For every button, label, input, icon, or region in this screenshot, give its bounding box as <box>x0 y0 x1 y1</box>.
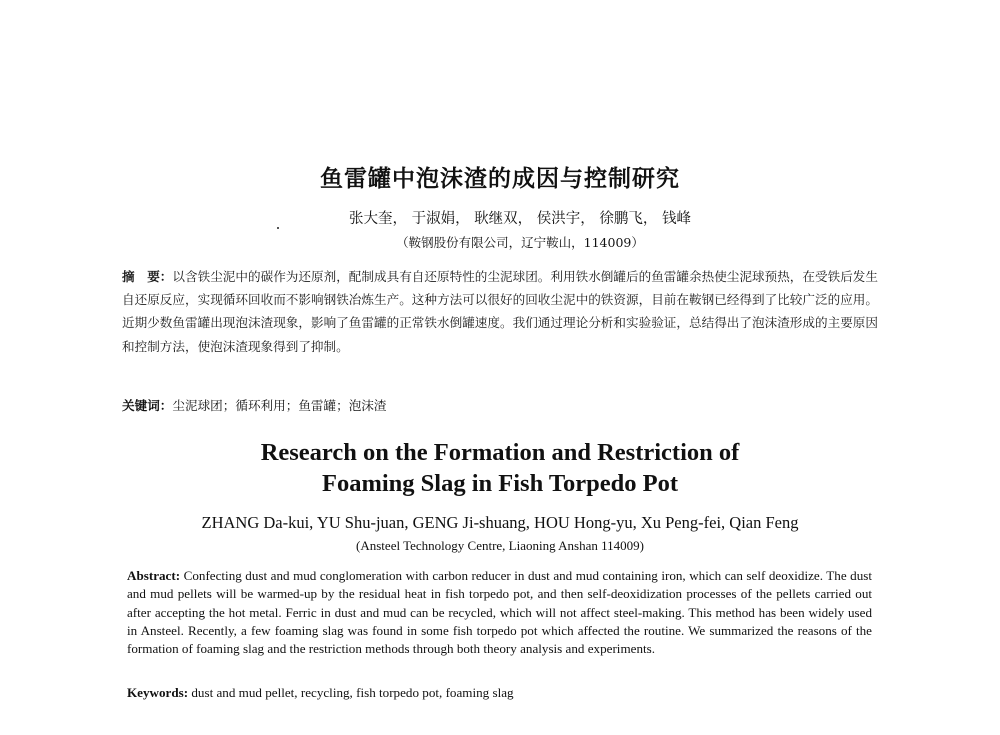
chinese-abstract-text: 以含铁尘泥中的碳作为还原剂，配制成具有自还原特性的尘泥球团。利用铁水倒罐后的鱼雷罐余热使尘泥球预热，在受铁后发生自还原反应，实现循环回收而不影响钢铁冶炼生产。这种方法可以很好的回收尘泥中的铁资源，目前在鞍钢已经得到了比较广泛的应用。近期少数鱼雷罐出现泡沫渣现象，影响了鱼雷罐的正常铁水倒罐速度。我们通过理论分析和实验验证，总结得出了泡沫渣形成的主要原因和控制方法，使泡沫渣现象得到了抑制。 <box>122 269 879 354</box>
english-abstract <box>127 567 872 658</box>
chinese-title: 鱼雷罐中泡沫渣的成因与控制研究 <box>320 166 680 192</box>
english-abstract-label: Abstract: <box>127 568 181 583</box>
chinese-keywords <box>122 395 878 414</box>
scan-speck <box>277 227 279 229</box>
english-affiliation: (Ansteel Technology Centre, Liaoning Anshan 114009) <box>356 538 644 553</box>
english-authors: ZHANG Da-kui, YU Shu-juan, GENG Ji-shuang, HOU Hong-yu, Xu Peng-fei, Qian Feng <box>201 513 799 532</box>
chinese-affiliation: （鞍钢股份有限公司，辽宁鞍山，114009） <box>396 235 644 250</box>
chinese-keywords-label: 关键词： <box>122 398 173 413</box>
english-title-line2: Foaming Slag in Fish Torpedo Pot <box>321 470 678 497</box>
english-title <box>0 437 1000 499</box>
english-keywords <box>127 685 872 701</box>
chinese-keywords-text: 尘泥球团；循环利用；鱼雷罐；泡沫渣 <box>172 398 387 413</box>
chinese-authors: 张大奎， 于淑娟， 耿继双， 侯洪宇， 徐鹏飞， 钱峰 <box>348 211 692 227</box>
english-abstract-text: Confecting dust and mud conglomeration with carbon reducer in dust and mud containing iron, which can self deoxidize. The dust and mud pellets will be warmed-up by the residual heat in fish torpedo pot, and then self-deoxidization processes of the pellets carried out after accepting the hot metal. Ferric in dust and mud can be recycled, which will not affect steel-making. This method has been widely used in Ansteel. Recently, a few foaming slag was found in some fish torpedo pot which affected the routine. We summarized the reasons of the formation of foaming slag and the restriction methods through both theory analysis and experiments. <box>127 568 872 657</box>
english-keywords-text: dust and mud pellet, recycling, fish torpedo pot, foaming slag <box>188 685 514 700</box>
chinese-abstract <box>122 265 878 358</box>
english-title-line1: Research on the Formation and Restriction of <box>260 439 740 466</box>
english-keywords-label: Keywords: <box>127 685 189 700</box>
chinese-abstract-label: 摘 要： <box>122 269 173 284</box>
